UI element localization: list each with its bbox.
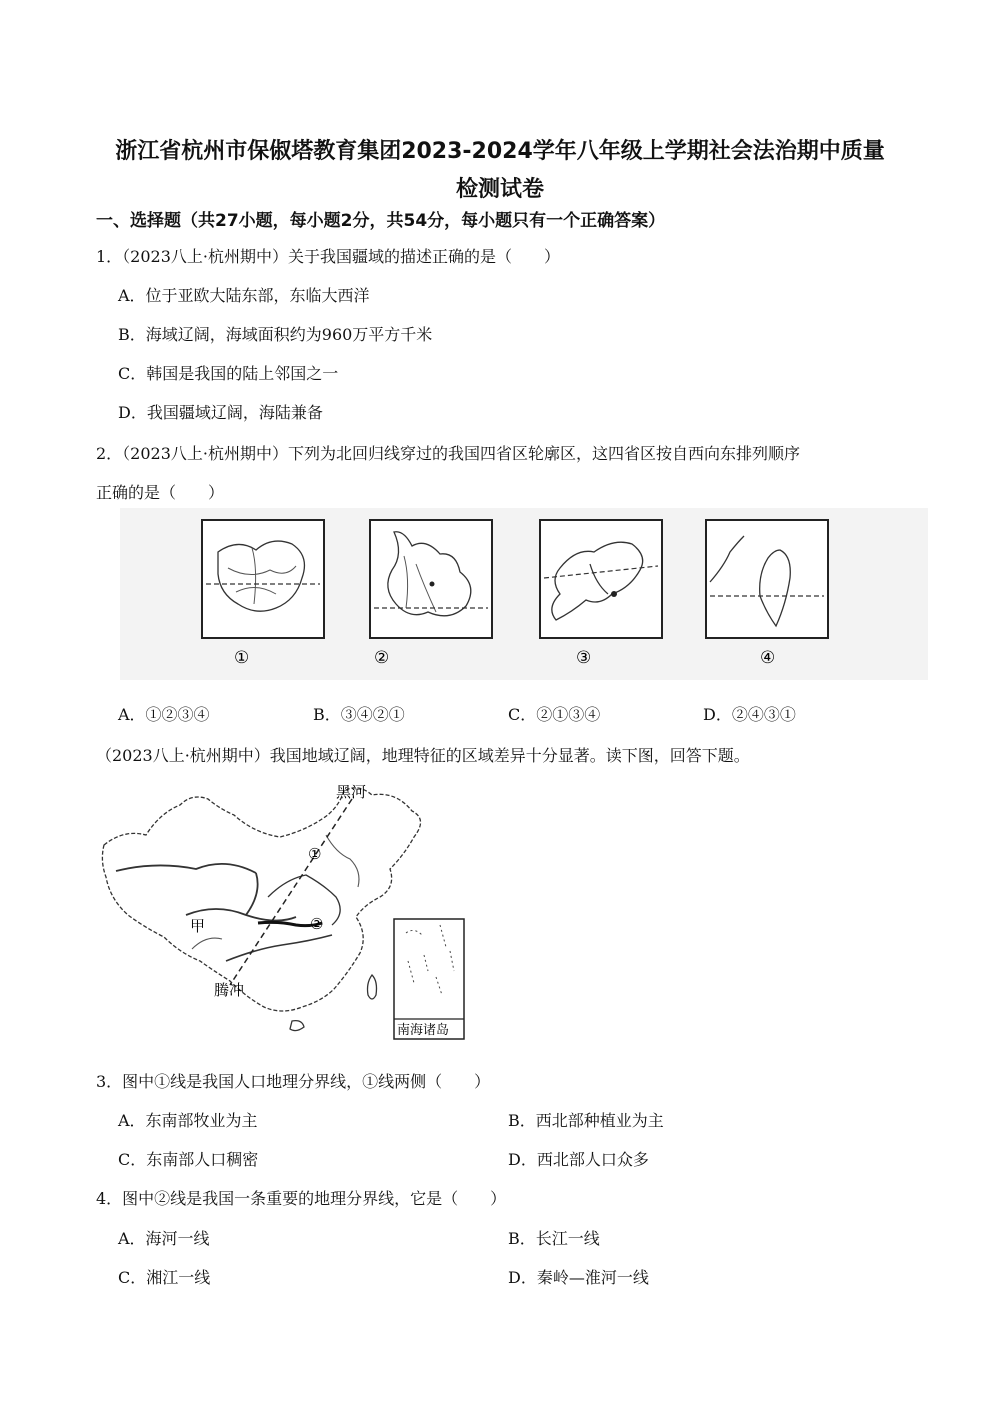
q3-option-c: C．东南部人口稠密 xyxy=(118,1150,259,1169)
map-label-1: ① xyxy=(234,648,250,668)
china-map-figure xyxy=(96,775,480,1045)
q1-stem: 1．（2023八上·杭州期中）关于我国疆域的描述正确的是（ ） xyxy=(96,247,560,266)
map-label-2: ② xyxy=(374,648,390,668)
q2-option-b: B．③④②① xyxy=(313,705,405,724)
map-label-4: ④ xyxy=(760,648,776,668)
q2-stem-line-2: 正确的是（ ） xyxy=(96,483,225,502)
q4-option-a: A．海河一线 xyxy=(118,1229,210,1248)
inset-label: 南海诸岛 xyxy=(397,1023,450,1038)
q1-option-c: C．韩国是我国的陆上邻国之一 xyxy=(118,364,339,383)
q3-stem: 3．图中①线是我国人口地理分界线，①线两侧（ ） xyxy=(96,1072,491,1091)
q1-option-b: B．海域辽阔，海域面积约为960万平方千米 xyxy=(118,325,433,344)
map-label-3: ③ xyxy=(576,648,592,668)
province-map-2 xyxy=(370,520,492,668)
label-line-1: ① xyxy=(308,845,322,863)
q4-option-b: B．长江一线 xyxy=(508,1229,600,1248)
province-map-4 xyxy=(706,520,828,668)
q4-option-c: C．湘江一线 xyxy=(118,1268,211,1287)
q1-option-a: A．位于亚欧大陆东部，东临大西洋 xyxy=(118,286,370,305)
province-outline-svg xyxy=(120,508,928,680)
label-jia: 甲 xyxy=(190,917,206,935)
q3-q4-intro: （2023八上·杭州期中）我国地域辽阔，地理特征的区域差异十分显著。读下图，回答下题。 xyxy=(96,746,750,765)
label-tengchong: 腾冲 xyxy=(214,981,245,999)
q2-stem-line-1: 2．（2023八上·杭州期中）下列为北回归线穿过的我国四省区轮廓区，这四省区按自西向东排列顺序 xyxy=(96,444,800,463)
label-line-2: ② xyxy=(310,915,324,933)
q4-option-d: D．秦岭—淮河一线 xyxy=(508,1268,649,1287)
province-map-1 xyxy=(202,520,324,668)
china-map-svg xyxy=(96,775,480,1045)
q4-stem: 4．图中②线是我国一条重要的地理分界线，它是（ ） xyxy=(96,1189,507,1208)
title-line-1: 浙江省杭州市保俶塔教育集团2023-2024学年八年级上学期社会法治期中质量 xyxy=(115,139,885,164)
q3-option-d: D．西北部人口众多 xyxy=(508,1150,649,1169)
q2-option-c: C．②①③④ xyxy=(508,705,601,724)
q1-option-d: D．我国疆域辽阔，海陆兼备 xyxy=(118,403,323,422)
province-outline-figure xyxy=(120,508,928,680)
title-line-2: 检测试卷 xyxy=(455,177,544,202)
q2-option-a: A．①②③④ xyxy=(118,705,210,724)
label-heihe: 黑河 xyxy=(336,783,367,801)
q2-option-d: D．②④③① xyxy=(703,705,796,724)
section-heading: 一、选择题（共27小题，每小题2分，共54分，每小题只有一个正确答案） xyxy=(96,211,666,231)
q3-option-a: A．东南部牧业为主 xyxy=(118,1111,258,1130)
q3-option-b: B．西北部种植业为主 xyxy=(508,1111,664,1130)
province-map-3 xyxy=(540,520,662,668)
